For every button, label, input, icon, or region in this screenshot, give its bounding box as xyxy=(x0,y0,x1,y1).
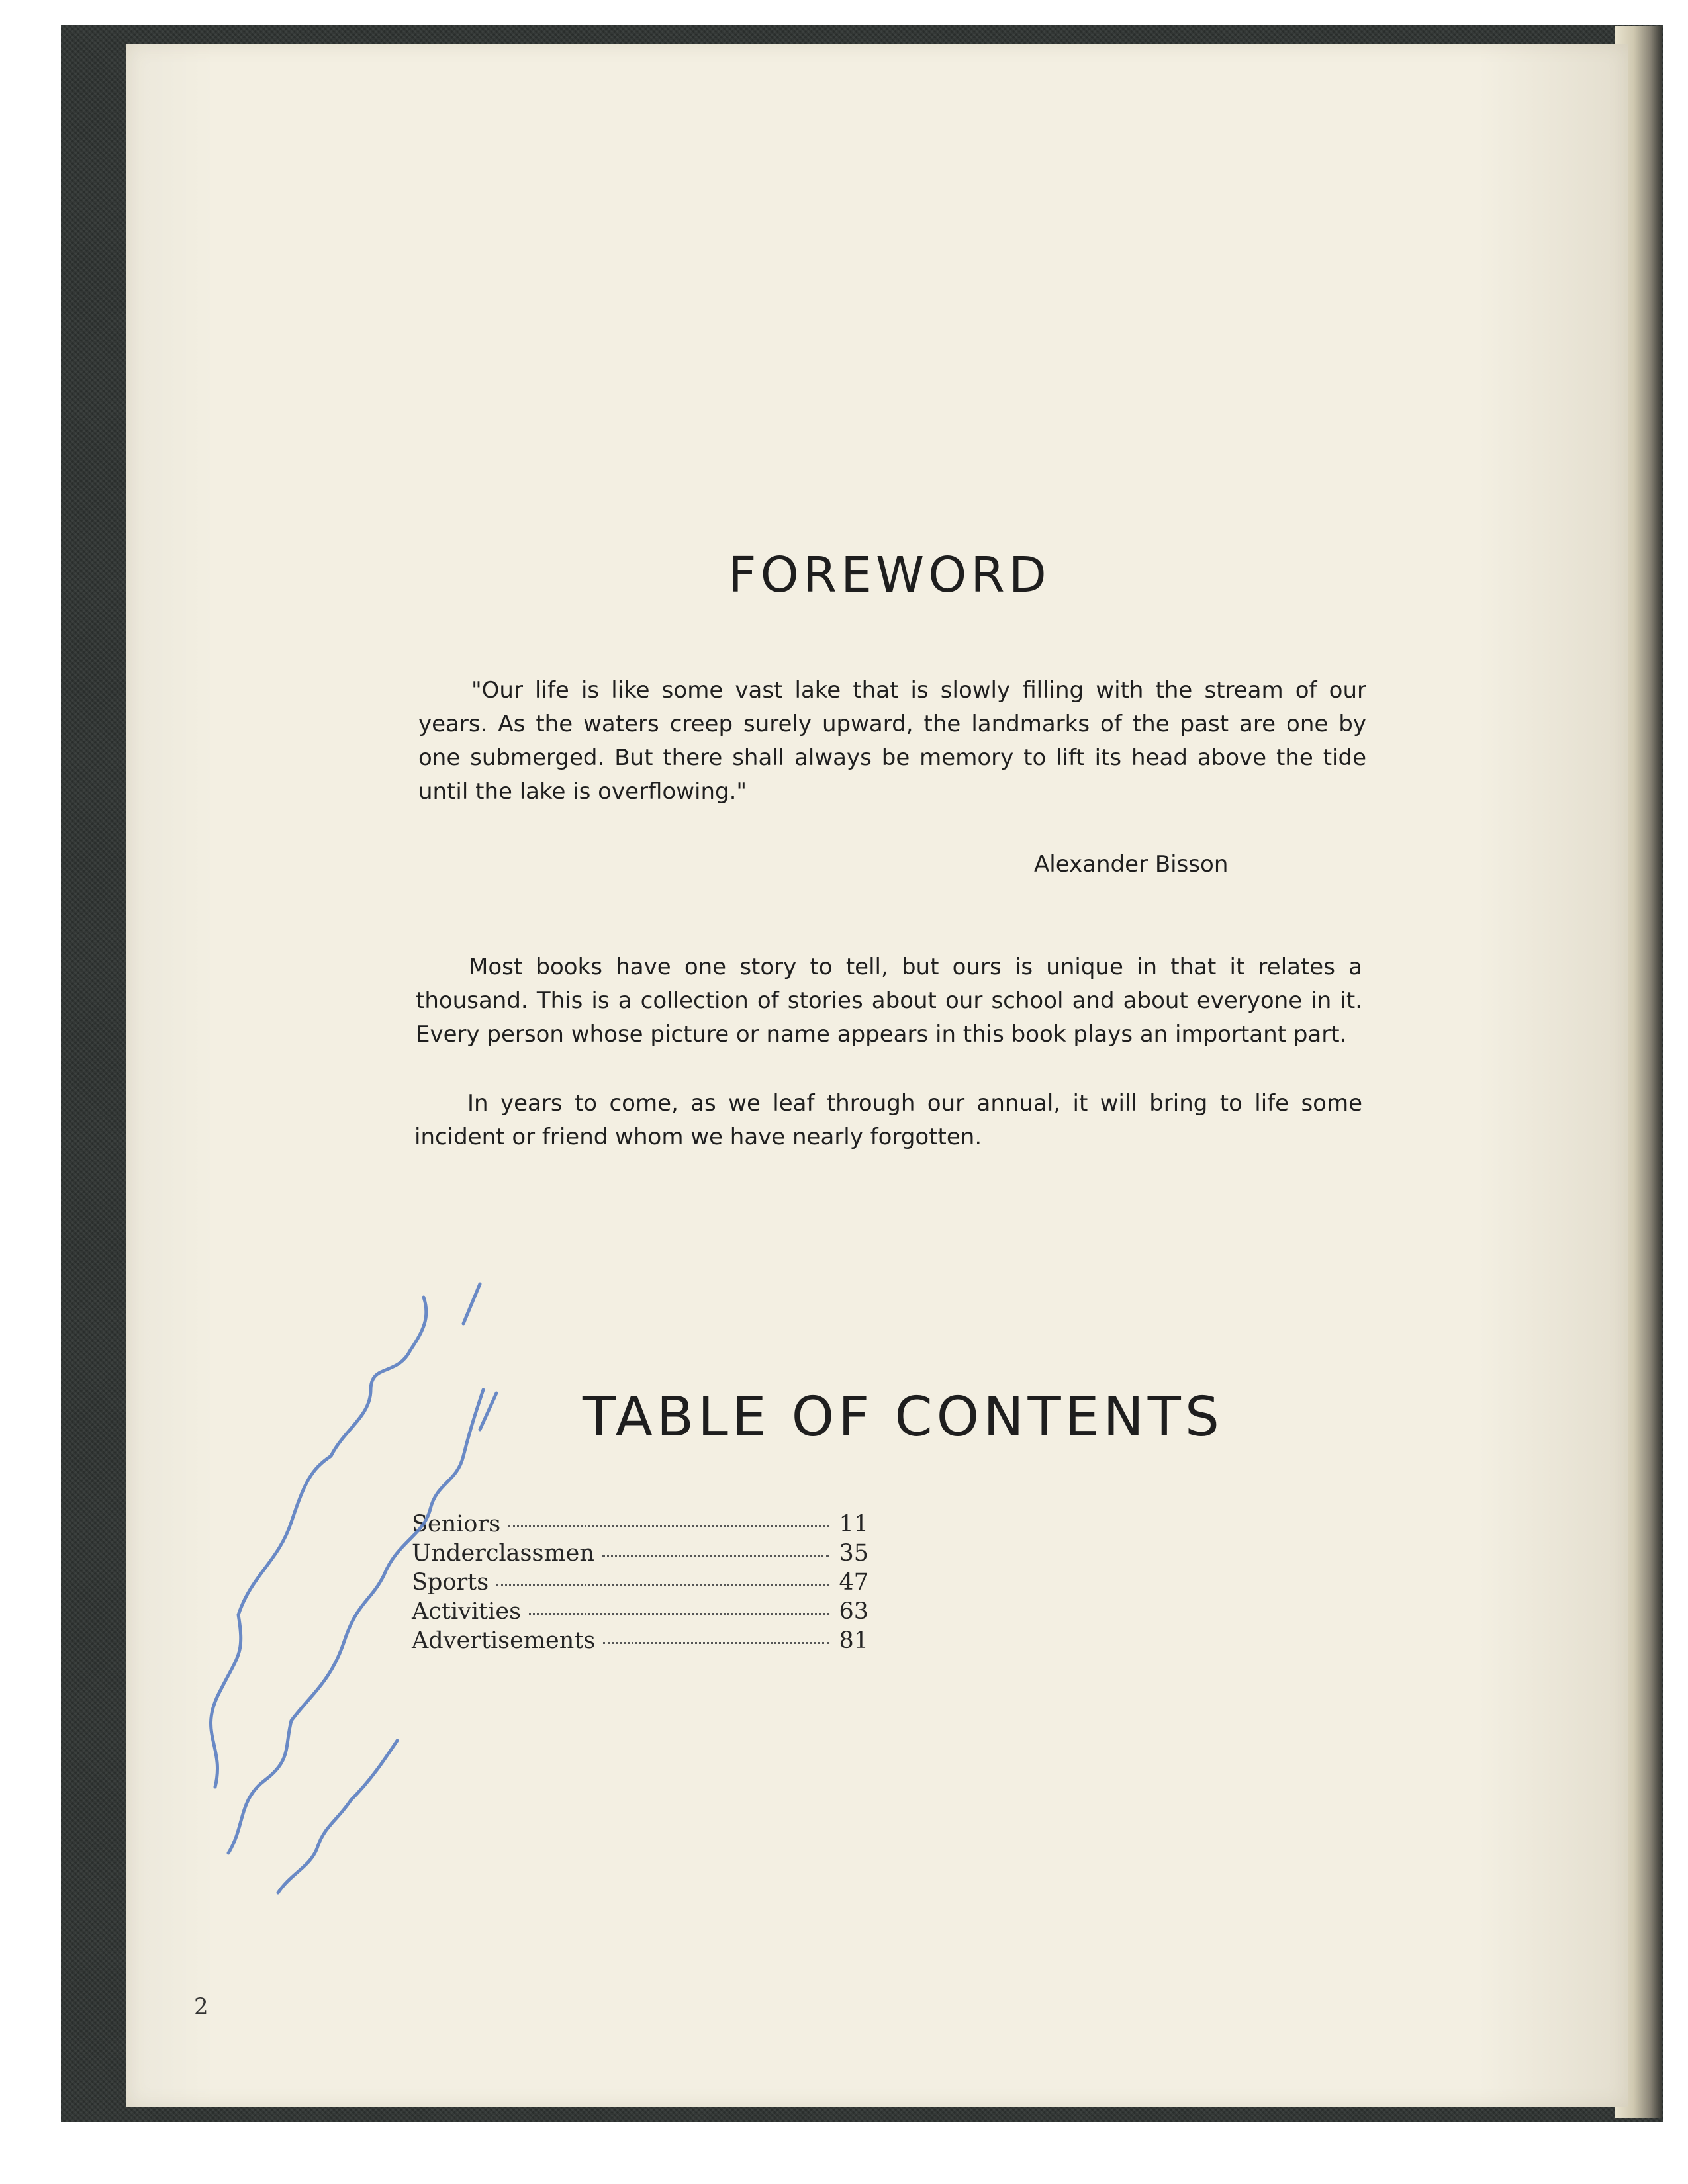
toc-entry-advertisements xyxy=(412,1627,868,1657)
table-of-contents xyxy=(412,1511,868,1657)
page-number: 2 xyxy=(194,1993,209,2020)
toc-entry-page: 47 xyxy=(839,1569,868,1596)
foreword-paragraph: In years to come, as we leaf through our annual, it will bring to life some incident or friend whom we have nearly forgotten. xyxy=(414,1090,1362,1150)
toc-heading: TABLE OF CONTENTS xyxy=(583,1386,1223,1449)
toc-entry-label: Seniors xyxy=(412,1511,501,1537)
dot-leader xyxy=(529,1613,829,1615)
yearbook-page xyxy=(126,44,1628,2107)
toc-entry-label: Advertisements xyxy=(412,1627,596,1654)
toc-entry-seniors xyxy=(412,1511,868,1540)
dot-leader xyxy=(603,1642,829,1644)
toc-entry-underclassmen xyxy=(412,1540,868,1569)
toc-entry-page: 63 xyxy=(839,1598,868,1625)
toc-entry-page: 81 xyxy=(839,1627,868,1654)
toc-entry-sports xyxy=(412,1569,868,1598)
toc-entry-label: Sports xyxy=(412,1569,489,1596)
foreword-paragraph: Most books have one story to tell, but ours is unique in that it relates a thousand. This is a collection of stories about our school and about everyone in it. Every person whose picture or name appears in this book plays an important part. xyxy=(416,954,1362,1048)
dot-leader xyxy=(496,1584,829,1586)
toc-entry-label: Activities xyxy=(412,1598,522,1625)
foreword-quote: "Our life is like some vast lake that is slowly filling with the stream of our years. As the waters creep surely upward, the landmarks of the past are one by one submerged. But there shall always be memory to lift its head above the tide until the lake is overflowing." xyxy=(418,677,1366,805)
quote-author: Alexander Bisson xyxy=(1034,851,1229,878)
dot-leader xyxy=(508,1525,829,1527)
toc-entry-page: 11 xyxy=(839,1511,868,1537)
toc-entry-activities xyxy=(412,1598,868,1627)
dot-leader xyxy=(602,1555,829,1557)
toc-entry-label: Underclassmen xyxy=(412,1540,594,1567)
foreword-heading: FOREWORD xyxy=(728,547,1051,604)
toc-entry-page: 35 xyxy=(839,1540,868,1567)
